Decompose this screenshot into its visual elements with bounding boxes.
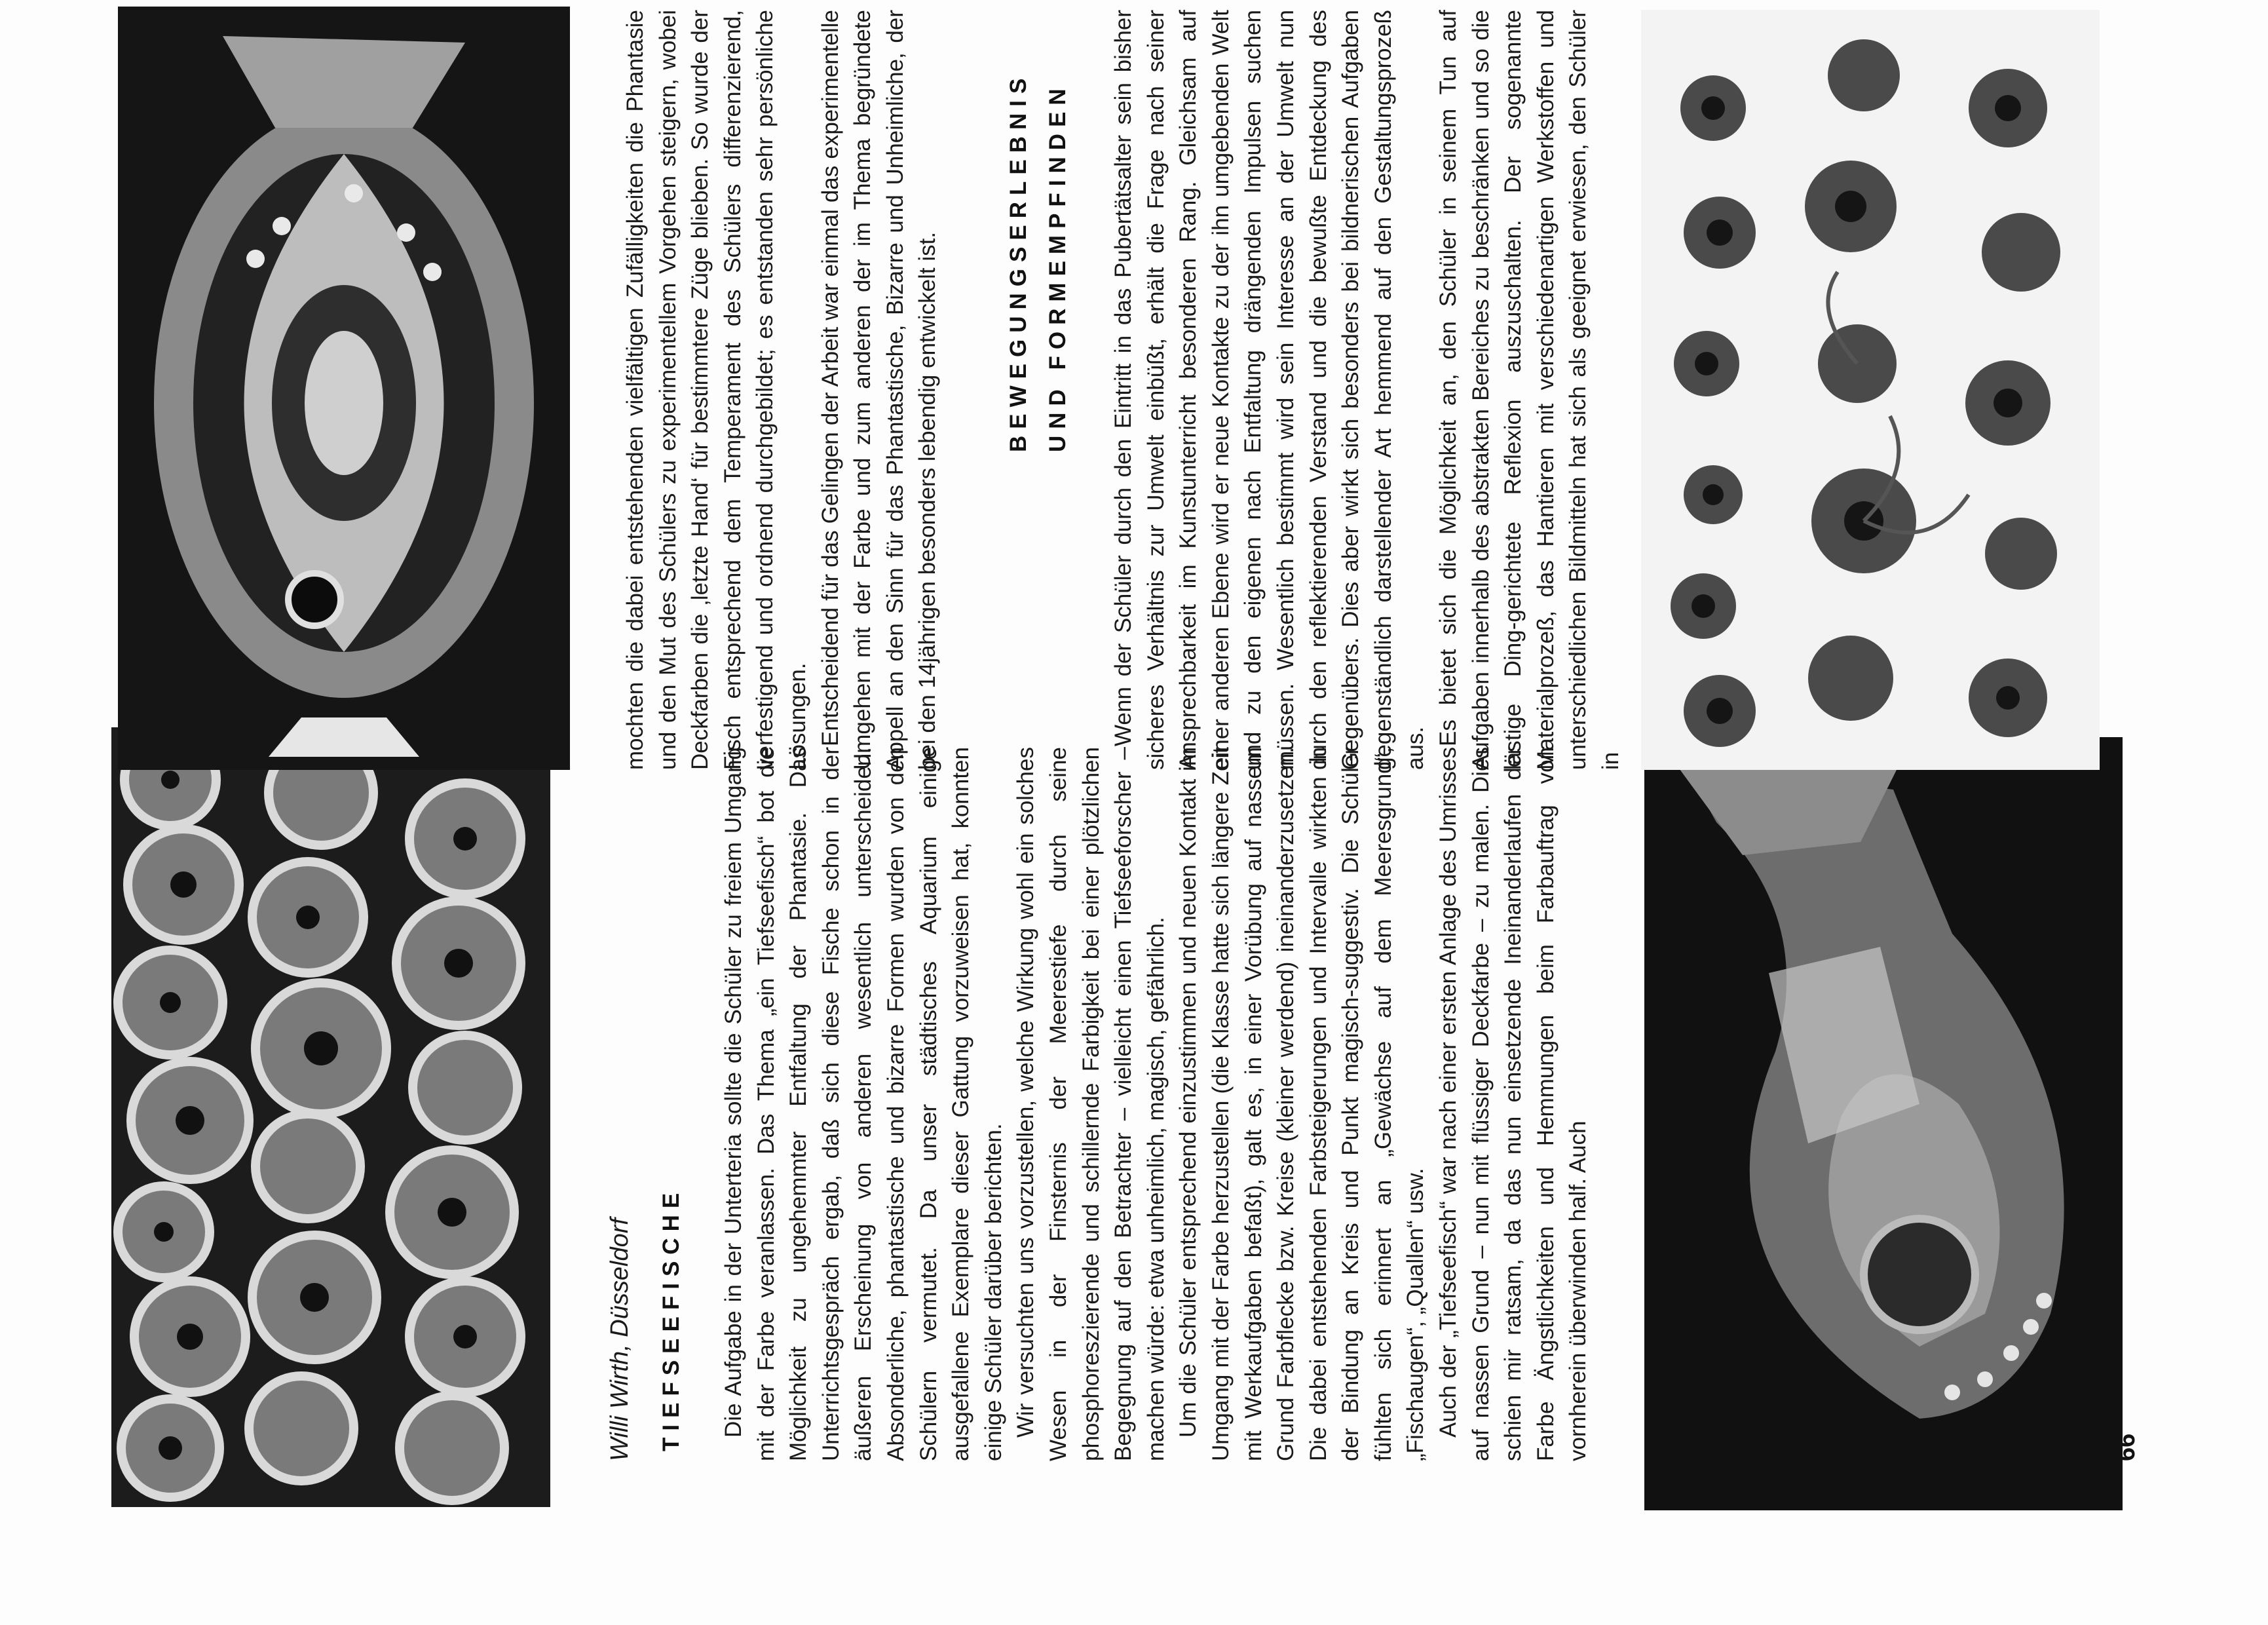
paragraph: Wir versuchten uns vorzustellen, welche Wirkung wohl ein solches Wesen in der Finsternis der Meerestiefe durch seine phosphoreszierende und schillernde Farbigkeit bei einer plötzlichen Begegnung auf den Betrachter – vielleicht einen Tiefseeforscher – machen würde: etwa unheimlich, magisch, gefährlich.: [1013, 747, 1169, 1461]
text-column-2: [619, 10, 944, 770]
section-heading-bewegung-1: BEWEGUNGSERLEBNIS: [1006, 71, 1031, 452]
paragraph: Wenn der Schüler durch den Eintritt in das Pubertätsalter sein bisher sicheres Verhältnis zur Umwelt einbüßt, erhält die Frage nach seiner Ansprechbarkeit im Kunstunterricht besonderen Rang. Gleichsam auf einer anderen Ebene wird er neue Kontakte zu der ihn umgebenden Welt und zu den eigenen nach Entfaltung drängenden Impulsen suchen müssen. Wesentlich bestimmt wird sein Interesse an der Umwelt nun durch den reflektierenden Verstand und die bewußte Entdeckung des Gegenübers. Dies aber wirkt sich besonders bei bildnerischen Aufgaben gegenständlich darstellender Art hemmend auf den Gestaltungsprozeß aus.: [1110, 10, 1429, 770]
painting-ink-blots-icon: [1641, 10, 2100, 770]
text-column-3: [1107, 10, 1627, 770]
paragraph: Die Aufgabe in der Unterteria sollte die Schüler zu freiem Umgang mit der Farbe veranlassen. Das Thema „ein Tiefseefisch“ bot die Möglichkeit zu ungehemmter Entfaltung der Phantasie. Das Unterrichtsgespräch ergab, daß sich diese Fische schon in der äußeren Erscheinung von anderen wesentlich unterscheiden. Absonderliche, phantastische und bizarre Formen wurden von den Schülern vermutet. Da unser städtisches Aquarium einige ausgefallene Exemplare dieser Gattung vorzuweisen hat, konnten einige Schüler darüber berichten.: [721, 747, 1006, 1461]
paragraph: Auch der „Tiefseefisch“ war nach einer ersten Anlage des Umrisses auf nassen Grund – nun mit flüssiger Deckfarbe – zu malen. Dies schien mir ratsam, da das nun einsetzende Ineinanderlaufen der Farbe Ängstlichkeiten und Hemmungen beim Farbauftrag von vornherein überwinden half. Auch: [1435, 747, 1591, 1461]
figure-circles-painting: [111, 727, 550, 1507]
paragraph: Es bietet sich die Möglichkeit an, den Schüler in seinem Tun auf Aufgaben innerhalb des abstrakten Bereiches zu beschränken und so die lästige Ding-gerichtete Reflexion auszuschalten. Der sogenannte Materialprozeß, das Hantieren mit verschiedenartigen Werkstoffen und unterschiedlichen Bildmitteln hat sich als geeignet erwiesen, den Schüler in: [1435, 10, 1623, 770]
paragraph: mochten die dabei entstehenden vielfältigen Zufälligkeiten die Phantasie und den Mut des Schülers zu experimentellem Vorgehen steigern, wobei Deckfarben die ‚letzte Hand‘ für bestimmtere Züge blieben. So wurde der Fisch entsprechend dem Temperament des Schülers differenzierend, verfestigend und ordnend durchgebildet; es entstanden sehr persönliche Lösungen.: [622, 10, 810, 770]
text-column-1: [717, 747, 1595, 1461]
paragraph: Entscheidend für das Gelingen der Arbeit war einmal das experimentelle Umgehen mit der Farbe und zum anderen der im Thema begründete Appell an den Sinn für das Phantastische, Bizarre und Unheimliche, der bei den 14jährigen besonders lebendig entwickelt ist.: [817, 10, 941, 770]
painting-deepsea-fish-icon: [1644, 737, 2123, 1510]
page-number: 66: [2113, 1433, 2140, 1461]
figure-fish-painting: [118, 7, 570, 770]
figure-ink-blots-painting: [1641, 10, 2100, 770]
section-heading-bewegung-2: UND FORMEMPFINDEN: [1045, 82, 1070, 452]
figure-deepsea-fish-painting: [1644, 737, 2123, 1510]
painting-circles-icon: [111, 727, 550, 1507]
author-line: Willi Wirth, Düsseldorf: [606, 1218, 633, 1461]
section-heading-tiefseefische: TIEFSEEFISCHE: [658, 1186, 684, 1451]
paragraph: Um die Schüler entsprechend einzustimmen und neuen Kontakt im Umgang mit der Farbe herzustellen (die Klasse hatte sich längere Zeit mit Werkaufgaben befaßt), galt es, in einer Vorübung auf nassem Grund Farbflecke bzw. Kreise (kleiner werdend) ineinanderzusetzen. Die dabei entstehenden Farbsteigerungen und Intervalle wirkten in der Bindung an Kreis und Punkt magisch-suggestiv. Die Schüler fühlten sich erinnert an „Gewächse auf dem Meeresgrund“, „Fischaugen“, „Quallen“ usw.: [1175, 747, 1429, 1461]
painting-fish-icon: [118, 7, 570, 770]
